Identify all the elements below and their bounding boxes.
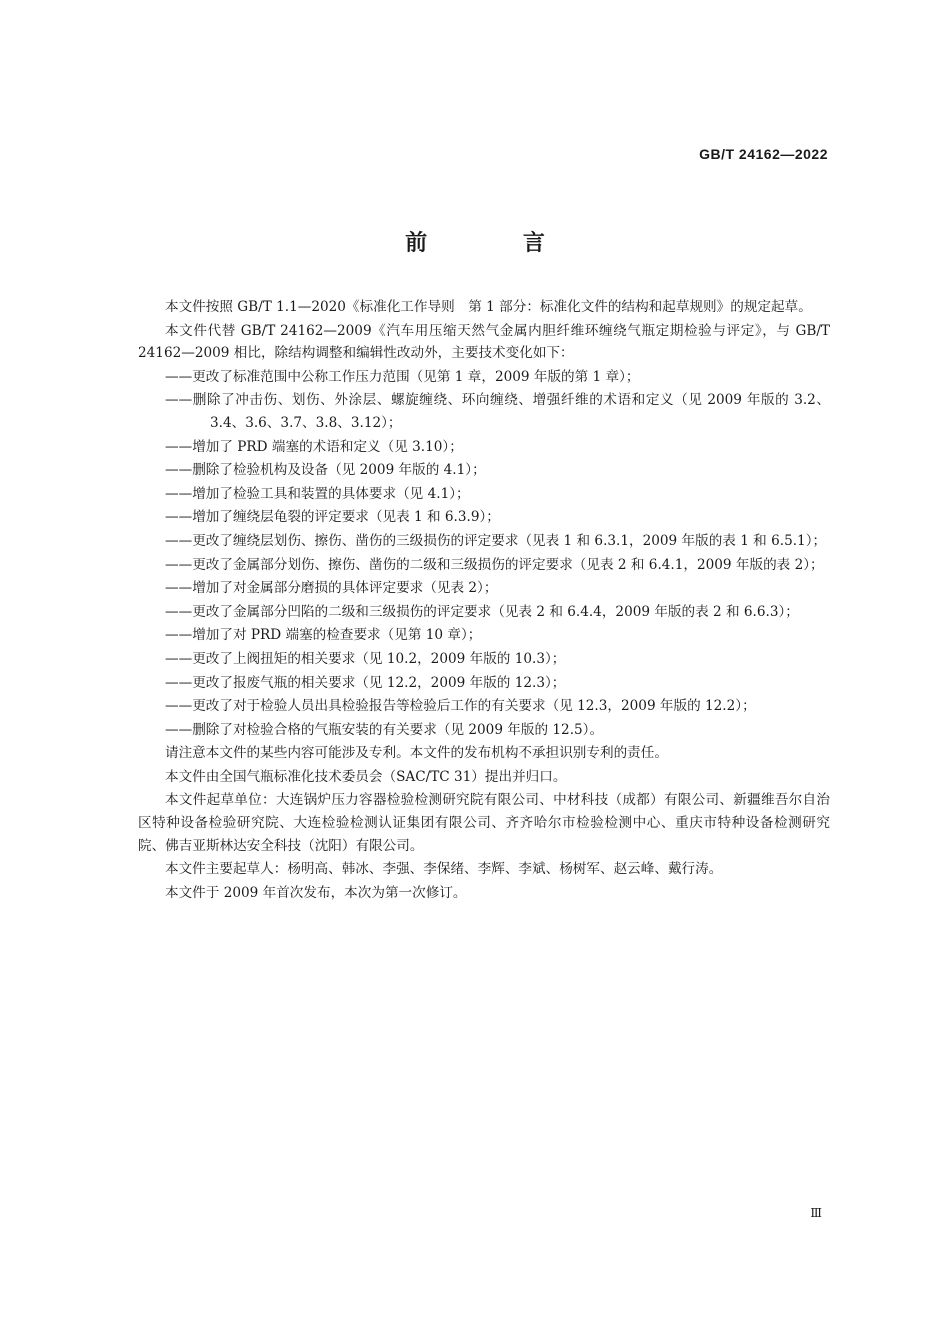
- change-item: ——更改了对于检验人员出具检验报告等检验后工作的有关要求（见 12.3，2009 年版的 12.2）；: [165, 698, 756, 715]
- standard-code: GB/T 24162—2022: [699, 146, 828, 162]
- change-item: ——删除了冲击伤、划伤、外涂层、螺旋缠绕、环向缠绕、增强纤维的术语和定义（见 2009 年版的 3.2、3.4、3.6、3.7、3.8、3.12）；: [165, 392, 830, 431]
- intro-paragraph: 本文件按照 GB/T 1.1—2020《标准化工作导则 第 1 部分：标准化文件的结构和起草规则》的规定起草。: [165, 299, 812, 315]
- drafters: 本文件主要起草人：杨明高、韩冰、李强、李保绪、李辉、李斌、杨树军、赵云峰、戴行涛。: [165, 861, 723, 878]
- change-item: ——增加了 PRD 端塞的术语和定义（见 3.10）；: [165, 438, 463, 455]
- committee-statement: 本文件由全国气瓶标准化技术委员会（SAC/TC 31）提出并归口。: [165, 768, 567, 785]
- patent-notice: 请注意本文件的某些内容可能涉及专利。本文件的发布机构不承担识别专利的责任。: [165, 745, 668, 762]
- intro-paragraph: 本文件代替 GB/T 24162—2009《汽车用压缩天然气金属内胆纤维环缠绕气瓶定期检验与评定》，与 GB/T 24162—2009 相比，除结构调整和编辑性改动外，主要技术变化如下：: [138, 322, 830, 362]
- change-item: ——更改了金属部分凹陷的二级和三级损伤的评定要求（见表 2 和 6.4.4，2009 年版的表 2 和 6.6.3）；: [165, 603, 799, 620]
- change-item: ——更改了缠绕层划伤、擦伤、凿伤的三级损伤的评定要求（见表 1 和 6.3.1，2009 年版的表 1 和 6.5.1）；: [165, 532, 827, 549]
- change-item: ——更改了上阀扭矩的相关要求（见 10.2，2009 年版的 10.3）；: [165, 650, 566, 667]
- change-list: [138, 366, 830, 742]
- change-item: ——增加了对金属部分磨损的具体评定要求（见表 2）；: [165, 580, 498, 597]
- change-item: ——更改了金属部分划伤、擦伤、凿伤的二级和三级损伤的评定要求（见表 2 和 6.4.1，2009 年版的表 2）；: [165, 556, 824, 573]
- change-item: ——更改了标准范围中公称工作压力范围（见第 1 章，2009 年版的第 1 章）；: [165, 368, 640, 385]
- page-number: Ⅲ: [810, 1206, 822, 1220]
- change-item: ——删除了检验机构及设备（见 2009 年版的 4.1）；: [165, 462, 486, 479]
- change-item: ——删除了对检验合格的气瓶安装的有关要求（见 2009 年版的 12.5）。: [165, 721, 604, 738]
- change-item: ——更改了报废气瓶的相关要求（见 12.2，2009 年版的 12.3）；: [165, 674, 566, 691]
- change-item: ——增加了缠绕层龟裂的评定要求（见表 1 和 6.3.9）；: [165, 509, 500, 526]
- document-body: [138, 296, 830, 905]
- change-item: ——增加了对 PRD 端塞的检查要求（见第 10 章）；: [165, 627, 482, 644]
- publication-history: 本文件于 2009 年首次发布，本次为第一次修订。: [165, 884, 467, 901]
- change-item: ——增加了检验工具和装置的具体要求（见 4.1）；: [165, 485, 470, 502]
- drafting-organizations: 本文件起草单位：大连锅炉压力容器检验检测研究院有限公司、中材科技（成都）有限公司、新疆维吾尔自治区特种设备检验研究院、大连检验检测认证集团有限公司、齐齐哈尔市检验检测中心、重庆市特种设备检测研究院、佛吉亚斯林达安全科技（沈阳）有限公司。: [138, 792, 830, 854]
- page-title: 前 言: [405, 231, 589, 256]
